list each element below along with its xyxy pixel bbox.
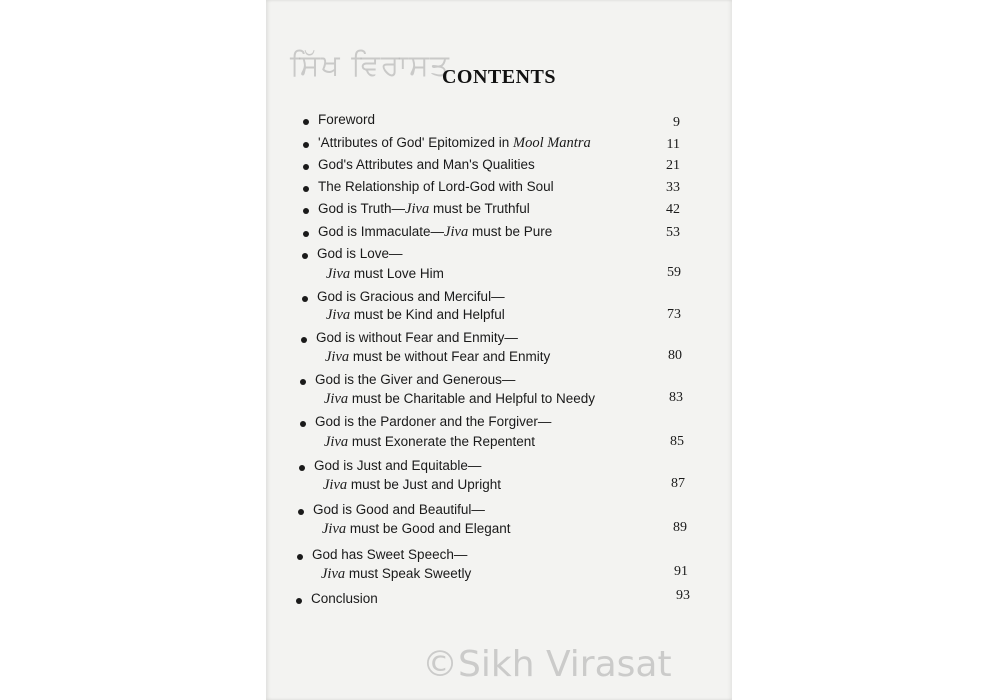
toc-entry-text-after: must be Truthful: [429, 201, 530, 216]
bullet-icon: [301, 337, 307, 343]
toc-entry-italic: Jiva: [324, 391, 349, 407]
toc-entry-text: God is Immaculate—: [318, 224, 445, 239]
bullet-icon: [302, 253, 308, 259]
toc-entry-italic: Jiva: [323, 477, 348, 493]
toc-entry-text: must Exonerate the Repentent: [348, 434, 536, 449]
toc-entry-text: God has Sweet Speech—: [312, 547, 468, 562]
toc-page-number: 85: [670, 434, 684, 449]
toc-page-number: 73: [667, 307, 681, 322]
toc-entry-text: must be Just and Upright: [347, 477, 501, 492]
toc-entry-text: Conclusion: [311, 591, 378, 606]
toc-entry-text: must be Charitable and Helpful to Needy: [348, 391, 596, 406]
toc-entry-subtitle: [325, 349, 550, 366]
toc-entry-subtitle: [321, 566, 471, 583]
toc-page-number: 21: [666, 158, 680, 173]
toc-page-number: 93: [676, 588, 690, 603]
page-title: CONTENTS: [441, 66, 557, 88]
toc-entry-subtitle: [323, 477, 501, 494]
toc-entry-subtitle: [322, 521, 511, 538]
bullet-icon: [298, 509, 304, 515]
toc-entry-text: God is Just and Equitable—: [314, 458, 482, 473]
toc-entry-text: The Relationship of Lord-God with Soul: [318, 179, 554, 194]
bullet-icon: [303, 186, 309, 192]
toc-entry-text: God is Good and Beautiful—: [313, 502, 485, 517]
toc-entry-title: [312, 547, 467, 562]
toc-entry-subtitle: [324, 391, 595, 408]
toc-entry-subtitle: [326, 266, 444, 283]
bullet-icon: [300, 379, 306, 385]
toc-entry-text: God is the Pardoner and the Forgiver—: [315, 414, 552, 429]
toc-page-number: 87: [671, 476, 685, 491]
toc-entry-title: [318, 157, 535, 172]
toc-entry-text: God is Gracious and Merciful—: [317, 289, 505, 304]
bullet-icon: [303, 142, 309, 148]
bullet-icon: [303, 208, 309, 214]
toc-entry-title: [315, 372, 515, 387]
bullet-icon: [303, 164, 309, 170]
toc-entry-text: God's Attributes and Man's Qualities: [318, 157, 535, 172]
toc-entry-title: [318, 112, 375, 127]
toc-entry-italic: Jiva: [444, 224, 469, 240]
toc-entry-text: must be Kind and Helpful: [350, 307, 505, 322]
toc-page-number: 83: [669, 390, 683, 405]
toc-entry-subtitle: [324, 434, 535, 451]
toc-page-number: 33: [666, 180, 680, 195]
toc-entry-title: [317, 246, 403, 261]
toc-entry-text: Foreword: [318, 112, 376, 127]
watermark-top: ਸਿੱਖ ਵਿਰਾਸਤ: [290, 48, 450, 83]
toc-entry-title: [318, 201, 530, 218]
toc-entry-title: [314, 458, 481, 473]
toc-entry-title: [318, 179, 554, 194]
toc-entry-title: [311, 591, 378, 606]
toc-entry-italic: Jiva: [326, 266, 351, 282]
toc-entry-title: [318, 135, 591, 152]
toc-page-number: 91: [674, 564, 688, 579]
toc-entry-italic: Jiva: [405, 201, 430, 217]
toc-entry-text: must Love Him: [350, 266, 444, 281]
toc-entry-text: God is Truth—: [318, 201, 406, 216]
toc-entry-text-after: must be Pure: [468, 224, 553, 239]
toc-entry-text: God is the Giver and Generous—: [315, 372, 516, 387]
toc-page-number: 80: [668, 348, 682, 363]
toc-page-number: 53: [666, 225, 680, 240]
bullet-icon: [296, 598, 302, 604]
bullet-icon: [297, 554, 303, 560]
toc-entry-subtitle: [326, 307, 505, 324]
bullet-icon: [302, 296, 308, 302]
bullet-icon: [299, 465, 305, 471]
toc-page-number: 42: [666, 202, 680, 217]
toc-entry-italic: Jiva: [324, 434, 349, 450]
toc-entry-title: [318, 224, 552, 241]
toc-entry-italic: Mool Mantra: [513, 135, 591, 151]
toc-page-number: 9: [673, 115, 680, 130]
toc-entry-italic: Jiva: [321, 566, 346, 582]
toc-entry-title: [313, 502, 485, 517]
toc-entry-title: [316, 330, 518, 345]
toc-page-number: 89: [673, 520, 687, 535]
toc-page-number: 59: [667, 265, 681, 280]
toc-entry-text: 'Attributes of God' Epitomized in: [318, 135, 513, 150]
toc-entry-italic: Jiva: [322, 521, 347, 537]
toc-entry-italic: Jiva: [326, 307, 351, 323]
bullet-icon: [303, 231, 309, 237]
toc-entry-text: must be without Fear and Enmity: [349, 349, 551, 364]
watermark-bottom: ©Sikh Virasat: [422, 644, 672, 685]
toc-entry-text: must Speak Sweetly: [345, 566, 472, 581]
toc-entry-text: God is Love—: [317, 246, 403, 261]
toc-page-number: 11: [666, 137, 680, 152]
toc-entry-title: [315, 414, 551, 429]
toc-entry-title: [317, 289, 505, 304]
toc-entry-italic: Jiva: [325, 349, 350, 365]
bullet-icon: [300, 421, 306, 427]
bullet-icon: [303, 119, 309, 125]
toc-entry-text: God is without Fear and Enmity—: [316, 330, 518, 345]
toc-entry-text: must be Good and Elegant: [346, 521, 511, 536]
